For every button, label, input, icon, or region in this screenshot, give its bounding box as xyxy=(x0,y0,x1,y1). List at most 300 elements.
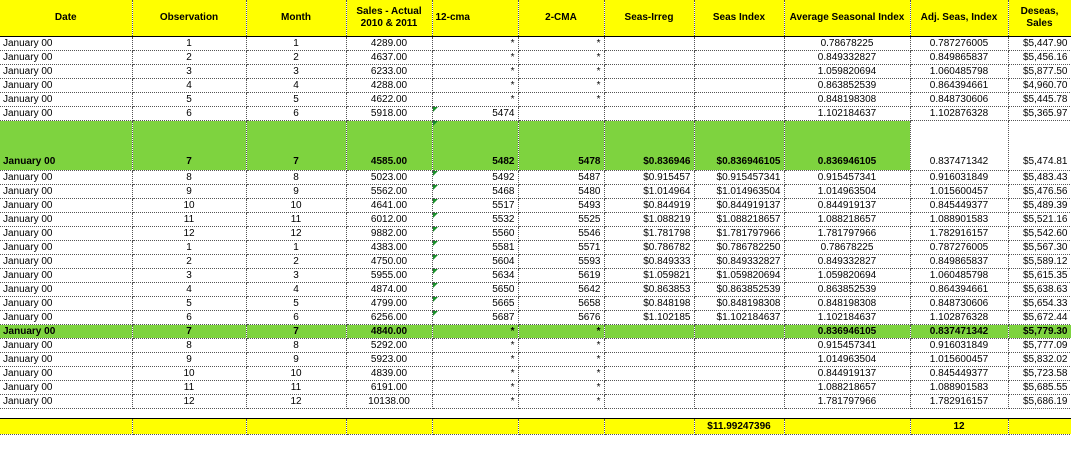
cell-deseas-sales[interactable]: $5,779.30 xyxy=(1008,324,1071,338)
cell-adj-seas-index[interactable]: 0.848730606 xyxy=(910,296,1008,310)
cell-avg-seasonal-index[interactable]: 0.836946105 xyxy=(784,324,910,338)
cell-deseas-sales[interactable]: $4,960.70 xyxy=(1008,78,1071,92)
cell-adj-seas-index[interactable]: 0.864394661 xyxy=(910,78,1008,92)
cell-12cma[interactable]: * xyxy=(432,64,518,78)
cell-seas-index[interactable] xyxy=(694,78,784,92)
cell-avg-seasonal-index[interactable]: 0.78678225 xyxy=(784,36,910,50)
cell-seas-irreg[interactable]: $1.014964 xyxy=(604,184,694,198)
cell-sales[interactable]: 6256.00 xyxy=(346,310,432,324)
cell-observation[interactable]: 10 xyxy=(132,366,246,380)
cell-avg-seasonal-index[interactable]: 0.863852539 xyxy=(784,282,910,296)
cell-seas-index[interactable]: $0.849332827 xyxy=(694,254,784,268)
cell-date[interactable]: January 00 xyxy=(0,338,132,352)
cell-seas-irreg[interactable] xyxy=(604,36,694,50)
footer-empty-cell[interactable] xyxy=(1008,418,1071,434)
cell-adj-seas-index[interactable]: 1.782916157 xyxy=(910,394,1008,408)
cell-observation[interactable]: 6 xyxy=(132,310,246,324)
cell-avg-seasonal-index[interactable]: 1.059820694 xyxy=(784,64,910,78)
cell-seas-index[interactable]: $0.863852539 xyxy=(694,282,784,296)
cell-seas-index[interactable] xyxy=(694,366,784,380)
cell-observation[interactable]: 8 xyxy=(132,170,246,184)
cell-sales[interactable]: 4622.00 xyxy=(346,92,432,106)
empty-cell[interactable] xyxy=(694,408,784,418)
cell-deseas-sales[interactable]: $5,638.63 xyxy=(1008,282,1071,296)
header-12cma[interactable]: 12-cma xyxy=(432,0,518,36)
cell-12cma[interactable]: * xyxy=(432,36,518,50)
cell-deseas-sales[interactable]: $5,474.81 xyxy=(1008,120,1071,170)
cell-12cma[interactable]: 5560 xyxy=(432,226,518,240)
cell-seas-irreg[interactable]: $0.863853 xyxy=(604,282,694,296)
cell-sales[interactable]: 10138.00 xyxy=(346,394,432,408)
cell-observation[interactable]: 3 xyxy=(132,268,246,282)
cell-seas-index[interactable]: $1.102184637 xyxy=(694,310,784,324)
cell-avg-seasonal-index[interactable]: 0.848198308 xyxy=(784,296,910,310)
cell-12cma[interactable]: * xyxy=(432,78,518,92)
cell-seas-irreg[interactable]: $1.781798 xyxy=(604,226,694,240)
cell-adj-seas-index[interactable]: 1.782916157 xyxy=(910,226,1008,240)
empty-cell[interactable] xyxy=(246,408,346,418)
cell-seas-index[interactable] xyxy=(694,64,784,78)
cell-2cma[interactable]: 5642 xyxy=(518,282,604,296)
cell-sales[interactable]: 4383.00 xyxy=(346,240,432,254)
cell-12cma[interactable]: 5517 xyxy=(432,198,518,212)
cell-adj-seas-index[interactable]: 1.060485798 xyxy=(910,64,1008,78)
cell-deseas-sales[interactable]: $5,456.16 xyxy=(1008,50,1071,64)
header-avg-seasonal-index[interactable]: Average Seasonal Index xyxy=(784,0,910,36)
cell-observation[interactable]: 8 xyxy=(132,338,246,352)
cell-deseas-sales[interactable]: $5,777.09 xyxy=(1008,338,1071,352)
cell-observation[interactable]: 5 xyxy=(132,296,246,310)
cell-seas-index[interactable] xyxy=(694,92,784,106)
cell-deseas-sales[interactable]: $5,877.50 xyxy=(1008,64,1071,78)
cell-12cma[interactable]: 5468 xyxy=(432,184,518,198)
cell-12cma[interactable]: 5474 xyxy=(432,106,518,120)
cell-seas-index[interactable] xyxy=(694,338,784,352)
header-seas-index[interactable]: Seas Index xyxy=(694,0,784,36)
cell-sales[interactable]: 4840.00 xyxy=(346,324,432,338)
cell-sales[interactable]: 5023.00 xyxy=(346,170,432,184)
cell-2cma[interactable]: 5619 xyxy=(518,268,604,282)
cell-12cma[interactable]: * xyxy=(432,366,518,380)
cell-adj-seas-index[interactable]: 0.837471342 xyxy=(910,324,1008,338)
cell-seas-irreg[interactable] xyxy=(604,338,694,352)
cell-sales[interactable]: 5923.00 xyxy=(346,352,432,366)
cell-date[interactable]: January 00 xyxy=(0,50,132,64)
cell-sales[interactable]: 4289.00 xyxy=(346,36,432,50)
cell-12cma[interactable]: 5634 xyxy=(432,268,518,282)
header-2cma[interactable]: 2-CMA xyxy=(518,0,604,36)
header-month[interactable]: Month xyxy=(246,0,346,36)
cell-sales[interactable]: 6233.00 xyxy=(346,64,432,78)
cell-adj-seas-index[interactable]: 0.787276005 xyxy=(910,36,1008,50)
cell-seas-irreg[interactable]: $0.849333 xyxy=(604,254,694,268)
cell-adj-seas-index[interactable]: 1.088901583 xyxy=(910,380,1008,394)
cell-observation[interactable]: 9 xyxy=(132,184,246,198)
cell-month[interactable]: 12 xyxy=(246,226,346,240)
cell-seas-index[interactable] xyxy=(694,380,784,394)
cell-adj-seas-index[interactable]: 0.916031849 xyxy=(910,338,1008,352)
cell-avg-seasonal-index[interactable]: 0.844919137 xyxy=(784,366,910,380)
cell-month[interactable]: 5 xyxy=(246,296,346,310)
cell-2cma[interactable]: 5676 xyxy=(518,310,604,324)
cell-deseas-sales[interactable]: $5,567.30 xyxy=(1008,240,1071,254)
cell-sales[interactable]: 4750.00 xyxy=(346,254,432,268)
cell-12cma[interactable]: 5687 xyxy=(432,310,518,324)
header-observation[interactable]: Observation xyxy=(132,0,246,36)
cell-12cma[interactable]: 5492 xyxy=(432,170,518,184)
cell-date[interactable]: January 00 xyxy=(0,240,132,254)
cell-2cma[interactable]: * xyxy=(518,380,604,394)
cell-adj-seas-index[interactable]: 0.864394661 xyxy=(910,282,1008,296)
header-date[interactable]: Date xyxy=(0,0,132,36)
cell-month[interactable]: 8 xyxy=(246,170,346,184)
cell-date[interactable]: January 00 xyxy=(0,296,132,310)
cell-date[interactable]: January 00 xyxy=(0,36,132,50)
footer-seas-index-total[interactable]: $11.99247396 xyxy=(694,418,784,434)
empty-cell[interactable] xyxy=(1008,408,1071,418)
cell-seas-index[interactable] xyxy=(694,394,784,408)
cell-adj-seas-index[interactable]: 0.916031849 xyxy=(910,170,1008,184)
cell-12cma[interactable]: * xyxy=(432,50,518,64)
cell-deseas-sales[interactable]: $5,476.56 xyxy=(1008,184,1071,198)
cell-month[interactable]: 2 xyxy=(246,50,346,64)
cell-seas-index[interactable]: $1.781797966 xyxy=(694,226,784,240)
cell-month[interactable]: 9 xyxy=(246,184,346,198)
cell-sales[interactable]: 4637.00 xyxy=(346,50,432,64)
cell-date[interactable]: January 00 xyxy=(0,64,132,78)
cell-adj-seas-index[interactable]: 0.845449377 xyxy=(910,198,1008,212)
cell-avg-seasonal-index[interactable]: 1.059820694 xyxy=(784,268,910,282)
cell-observation[interactable]: 4 xyxy=(132,282,246,296)
cell-month[interactable]: 10 xyxy=(246,198,346,212)
cell-observation[interactable]: 1 xyxy=(132,36,246,50)
cell-deseas-sales[interactable]: $5,445.78 xyxy=(1008,92,1071,106)
cell-adj-seas-index[interactable]: 0.837471342 xyxy=(910,120,1008,170)
cell-2cma[interactable]: 5546 xyxy=(518,226,604,240)
cell-deseas-sales[interactable]: $5,447.90 xyxy=(1008,36,1071,50)
cell-date[interactable]: January 00 xyxy=(0,212,132,226)
table-row xyxy=(0,184,1071,198)
footer-empty-cell[interactable] xyxy=(518,418,604,434)
table-row xyxy=(0,296,1071,310)
cell-12cma[interactable]: * xyxy=(432,92,518,106)
footer-empty-cell[interactable] xyxy=(0,418,132,434)
cell-month[interactable]: 12 xyxy=(246,394,346,408)
cell-2cma[interactable] xyxy=(518,106,604,120)
cell-seas-index[interactable]: $0.836946105 xyxy=(694,120,784,170)
cell-observation[interactable]: 2 xyxy=(132,254,246,268)
cell-seas-irreg[interactable] xyxy=(604,106,694,120)
cell-avg-seasonal-index[interactable]: 1.781797966 xyxy=(784,226,910,240)
cell-sales[interactable]: 4874.00 xyxy=(346,282,432,296)
cell-sales[interactable]: 4585.00 xyxy=(346,120,432,170)
cell-avg-seasonal-index[interactable]: 1.014963504 xyxy=(784,352,910,366)
cell-month[interactable]: 1 xyxy=(246,240,346,254)
footer-empty-cell[interactable] xyxy=(132,418,246,434)
cell-date[interactable]: January 00 xyxy=(0,352,132,366)
cell-month[interactable]: 7 xyxy=(246,120,346,170)
empty-cell[interactable] xyxy=(518,408,604,418)
empty-cell[interactable] xyxy=(604,408,694,418)
cell-date[interactable]: January 00 xyxy=(0,254,132,268)
cell-2cma[interactable]: 5478 xyxy=(518,120,604,170)
cell-observation[interactable]: 7 xyxy=(132,120,246,170)
cell-month[interactable]: 3 xyxy=(246,268,346,282)
cell-2cma[interactable]: * xyxy=(518,92,604,106)
cell-2cma[interactable]: 5480 xyxy=(518,184,604,198)
empty-cell[interactable] xyxy=(784,408,910,418)
cell-date[interactable]: January 00 xyxy=(0,184,132,198)
cell-date[interactable]: January 00 xyxy=(0,380,132,394)
cell-observation[interactable]: 7 xyxy=(132,324,246,338)
cell-adj-seas-index[interactable]: 1.088901583 xyxy=(910,212,1008,226)
cell-avg-seasonal-index[interactable]: 0.836946105 xyxy=(784,120,910,170)
cell-observation[interactable]: 2 xyxy=(132,50,246,64)
empty-cell[interactable] xyxy=(132,408,246,418)
cell-sales[interactable]: 4839.00 xyxy=(346,366,432,380)
cell-month[interactable]: 5 xyxy=(246,92,346,106)
cell-date[interactable]: January 00 xyxy=(0,394,132,408)
empty-cell[interactable] xyxy=(910,408,1008,418)
cell-observation[interactable]: 11 xyxy=(132,380,246,394)
header-adj-seas-index[interactable]: Adj. Seas, Index xyxy=(910,0,1008,36)
cell-adj-seas-index[interactable]: 1.102876328 xyxy=(910,106,1008,120)
cell-observation[interactable]: 11 xyxy=(132,212,246,226)
cell-date[interactable]: January 00 xyxy=(0,198,132,212)
cell-observation[interactable]: 10 xyxy=(132,198,246,212)
cell-adj-seas-index[interactable]: 1.015600457 xyxy=(910,184,1008,198)
cell-seas-index[interactable]: $1.014963504 xyxy=(694,184,784,198)
cell-12cma[interactable]: 5532 xyxy=(432,212,518,226)
cell-seas-irreg[interactable] xyxy=(604,352,694,366)
cell-month[interactable]: 10 xyxy=(246,366,346,380)
cell-2cma[interactable]: * xyxy=(518,394,604,408)
cell-2cma[interactable]: 5525 xyxy=(518,212,604,226)
cell-sales[interactable]: 4799.00 xyxy=(346,296,432,310)
cell-seas-irreg[interactable] xyxy=(604,78,694,92)
cell-sales[interactable]: 5955.00 xyxy=(346,268,432,282)
cell-month[interactable]: 7 xyxy=(246,324,346,338)
cell-observation[interactable]: 9 xyxy=(132,352,246,366)
cell-2cma[interactable]: 5493 xyxy=(518,198,604,212)
cell-month[interactable]: 8 xyxy=(246,338,346,352)
cell-adj-seas-index[interactable]: 0.849865837 xyxy=(910,50,1008,64)
cell-seas-index[interactable]: $0.915457341 xyxy=(694,170,784,184)
empty-cell[interactable] xyxy=(0,408,132,418)
header-sales[interactable]: Sales - Actual 2010 & 2011 xyxy=(346,0,432,36)
cell-date[interactable]: January 00 xyxy=(0,106,132,120)
cell-date[interactable]: January 00 xyxy=(0,226,132,240)
cell-12cma[interactable]: * xyxy=(432,394,518,408)
empty-cell[interactable] xyxy=(432,408,518,418)
cell-sales[interactable]: 4288.00 xyxy=(346,78,432,92)
cell-seas-irreg[interactable]: $1.102185 xyxy=(604,310,694,324)
cell-month[interactable]: 6 xyxy=(246,106,346,120)
cell-avg-seasonal-index[interactable]: 0.844919137 xyxy=(784,198,910,212)
cell-month[interactable]: 2 xyxy=(246,254,346,268)
cell-deseas-sales[interactable]: $5,685.55 xyxy=(1008,380,1071,394)
footer-empty-cell[interactable] xyxy=(246,418,346,434)
cell-seas-irreg[interactable] xyxy=(604,50,694,64)
cell-seas-index[interactable] xyxy=(694,50,784,64)
cell-date[interactable]: January 00 xyxy=(0,170,132,184)
cell-seas-index[interactable]: $0.844919137 xyxy=(694,198,784,212)
cell-sales[interactable]: 6191.00 xyxy=(346,380,432,394)
footer-empty-cell[interactable] xyxy=(784,418,910,434)
cell-avg-seasonal-index[interactable]: 0.915457341 xyxy=(784,170,910,184)
cell-seas-irreg[interactable]: $0.844919 xyxy=(604,198,694,212)
cell-deseas-sales[interactable]: $5,489.39 xyxy=(1008,198,1071,212)
cell-12cma[interactable]: * xyxy=(432,380,518,394)
cell-2cma[interactable]: * xyxy=(518,78,604,92)
cell-seas-irreg[interactable] xyxy=(604,366,694,380)
cell-2cma[interactable]: 5571 xyxy=(518,240,604,254)
cell-2cma[interactable]: 5658 xyxy=(518,296,604,310)
cell-deseas-sales[interactable]: $5,615.35 xyxy=(1008,268,1071,282)
cell-sales[interactable]: 4641.00 xyxy=(346,198,432,212)
cell-sales[interactable]: 6012.00 xyxy=(346,212,432,226)
cell-adj-seas-index[interactable]: 0.845449377 xyxy=(910,366,1008,380)
cell-seas-index[interactable] xyxy=(694,106,784,120)
cell-date[interactable]: January 00 xyxy=(0,268,132,282)
cell-adj-seas-index[interactable]: 1.102876328 xyxy=(910,310,1008,324)
cell-2cma[interactable]: * xyxy=(518,50,604,64)
cell-12cma[interactable]: * xyxy=(432,352,518,366)
cell-adj-seas-index[interactable]: 0.849865837 xyxy=(910,254,1008,268)
cell-seas-irreg[interactable] xyxy=(604,64,694,78)
cell-seas-index[interactable]: $1.088218657 xyxy=(694,212,784,226)
cell-12cma[interactable]: * xyxy=(432,338,518,352)
cell-date[interactable]: January 00 xyxy=(0,78,132,92)
cell-2cma[interactable]: * xyxy=(518,36,604,50)
cell-month[interactable]: 11 xyxy=(246,212,346,226)
cell-12cma[interactable]: 5650 xyxy=(432,282,518,296)
cell-deseas-sales[interactable]: $5,654.33 xyxy=(1008,296,1071,310)
cell-observation[interactable]: 3 xyxy=(132,64,246,78)
cell-date[interactable]: January 00 xyxy=(0,324,132,338)
cell-seas-irreg[interactable]: $0.915457 xyxy=(604,170,694,184)
cell-2cma[interactable]: * xyxy=(518,64,604,78)
cell-2cma[interactable]: * xyxy=(518,366,604,380)
cell-seas-index[interactable]: $0.786782250 xyxy=(694,240,784,254)
cell-sales[interactable]: 5562.00 xyxy=(346,184,432,198)
footer-adj-count[interactable]: 12 xyxy=(910,418,1008,434)
cell-2cma[interactable]: * xyxy=(518,324,604,338)
footer-empty-cell[interactable] xyxy=(604,418,694,434)
cell-seas-index[interactable] xyxy=(694,352,784,366)
cell-seas-index[interactable] xyxy=(694,36,784,50)
cell-observation[interactable]: 12 xyxy=(132,394,246,408)
cell-sales[interactable]: 9882.00 xyxy=(346,226,432,240)
cell-observation[interactable]: 1 xyxy=(132,240,246,254)
cell-deseas-sales[interactable]: $5,542.60 xyxy=(1008,226,1071,240)
cell-deseas-sales[interactable]: $5,365.97 xyxy=(1008,106,1071,120)
cell-adj-seas-index[interactable]: 1.015600457 xyxy=(910,352,1008,366)
cell-observation[interactable]: 5 xyxy=(132,92,246,106)
cell-avg-seasonal-index[interactable]: 0.849332827 xyxy=(784,254,910,268)
cell-deseas-sales[interactable]: $5,589.12 xyxy=(1008,254,1071,268)
footer-empty-cell[interactable] xyxy=(346,418,432,434)
cell-avg-seasonal-index[interactable]: 1.781797966 xyxy=(784,394,910,408)
cell-avg-seasonal-index[interactable]: 1.102184637 xyxy=(784,106,910,120)
cell-deseas-sales[interactable]: $5,723.58 xyxy=(1008,366,1071,380)
cell-seas-index[interactable] xyxy=(694,324,784,338)
cell-12cma[interactable]: 5604 xyxy=(432,254,518,268)
cell-12cma[interactable]: 5581 xyxy=(432,240,518,254)
cell-12cma[interactable]: * xyxy=(432,324,518,338)
cell-avg-seasonal-index[interactable]: 1.088218657 xyxy=(784,212,910,226)
cell-avg-seasonal-index[interactable]: 0.863852539 xyxy=(784,78,910,92)
cell-month[interactable]: 3 xyxy=(246,64,346,78)
table-row xyxy=(0,92,1071,106)
cell-observation[interactable]: 6 xyxy=(132,106,246,120)
cell-seas-irreg[interactable] xyxy=(604,380,694,394)
cell-2cma[interactable]: * xyxy=(518,352,604,366)
cell-2cma[interactable]: * xyxy=(518,338,604,352)
cell-deseas-sales[interactable]: $5,686.19 xyxy=(1008,394,1071,408)
cell-month[interactable]: 11 xyxy=(246,380,346,394)
cell-seas-irreg[interactable] xyxy=(604,324,694,338)
cell-avg-seasonal-index[interactable]: 1.088218657 xyxy=(784,380,910,394)
cell-date[interactable]: January 00 xyxy=(0,366,132,380)
cell-12cma[interactable]: 5482 xyxy=(432,120,518,170)
cell-adj-seas-index[interactable]: 1.060485798 xyxy=(910,268,1008,282)
cell-date[interactable]: January 00 xyxy=(0,120,132,170)
cell-month[interactable]: 9 xyxy=(246,352,346,366)
cell-sales[interactable]: 5918.00 xyxy=(346,106,432,120)
cell-12cma[interactable]: 5665 xyxy=(432,296,518,310)
cell-adj-seas-index[interactable]: 0.848730606 xyxy=(910,92,1008,106)
cell-seas-index[interactable]: $0.848198308 xyxy=(694,296,784,310)
cell-avg-seasonal-index[interactable]: 1.102184637 xyxy=(784,310,910,324)
cell-avg-seasonal-index[interactable]: 0.848198308 xyxy=(784,92,910,106)
cell-adj-seas-index[interactable]: 0.787276005 xyxy=(910,240,1008,254)
cell-month[interactable]: 1 xyxy=(246,36,346,50)
cell-seas-irreg[interactable] xyxy=(604,394,694,408)
cell-avg-seasonal-index[interactable]: 0.78678225 xyxy=(784,240,910,254)
cell-deseas-sales[interactable]: $5,832.02 xyxy=(1008,352,1071,366)
cell-seas-irreg[interactable]: $0.836946 xyxy=(604,120,694,170)
cell-seas-index[interactable]: $1.059820694 xyxy=(694,268,784,282)
cell-month[interactable]: 6 xyxy=(246,310,346,324)
header-seas-irreg[interactable]: Seas-Irreg xyxy=(604,0,694,36)
cell-avg-seasonal-index[interactable]: 0.915457341 xyxy=(784,338,910,352)
cell-seas-irreg[interactable]: $1.088219 xyxy=(604,212,694,226)
cell-seas-irreg[interactable]: $0.848198 xyxy=(604,296,694,310)
cell-observation[interactable]: 12 xyxy=(132,226,246,240)
cell-deseas-sales[interactable]: $5,483.43 xyxy=(1008,170,1071,184)
cell-date[interactable]: January 00 xyxy=(0,310,132,324)
header-deseas-sales[interactable]: Deseas, Sales xyxy=(1008,0,1071,36)
cell-2cma[interactable]: 5487 xyxy=(518,170,604,184)
cell-deseas-sales[interactable]: $5,521.16 xyxy=(1008,212,1071,226)
cell-seas-irreg[interactable]: $0.786782 xyxy=(604,240,694,254)
cell-month[interactable]: 4 xyxy=(246,282,346,296)
cell-date[interactable]: January 00 xyxy=(0,92,132,106)
cell-seas-irreg[interactable] xyxy=(604,92,694,106)
cell-sales[interactable]: 5292.00 xyxy=(346,338,432,352)
cell-seas-irreg[interactable]: $1.059821 xyxy=(604,268,694,282)
empty-cell[interactable] xyxy=(346,408,432,418)
footer-empty-cell[interactable] xyxy=(432,418,518,434)
cell-observation[interactable]: 4 xyxy=(132,78,246,92)
cell-avg-seasonal-index[interactable]: 0.849332827 xyxy=(784,50,910,64)
cell-avg-seasonal-index[interactable]: 1.014963504 xyxy=(784,184,910,198)
cell-month[interactable]: 4 xyxy=(246,78,346,92)
cell-2cma[interactable]: 5593 xyxy=(518,254,604,268)
cell-deseas-sales[interactable]: $5,672.44 xyxy=(1008,310,1071,324)
cell-date[interactable]: January 00 xyxy=(0,282,132,296)
